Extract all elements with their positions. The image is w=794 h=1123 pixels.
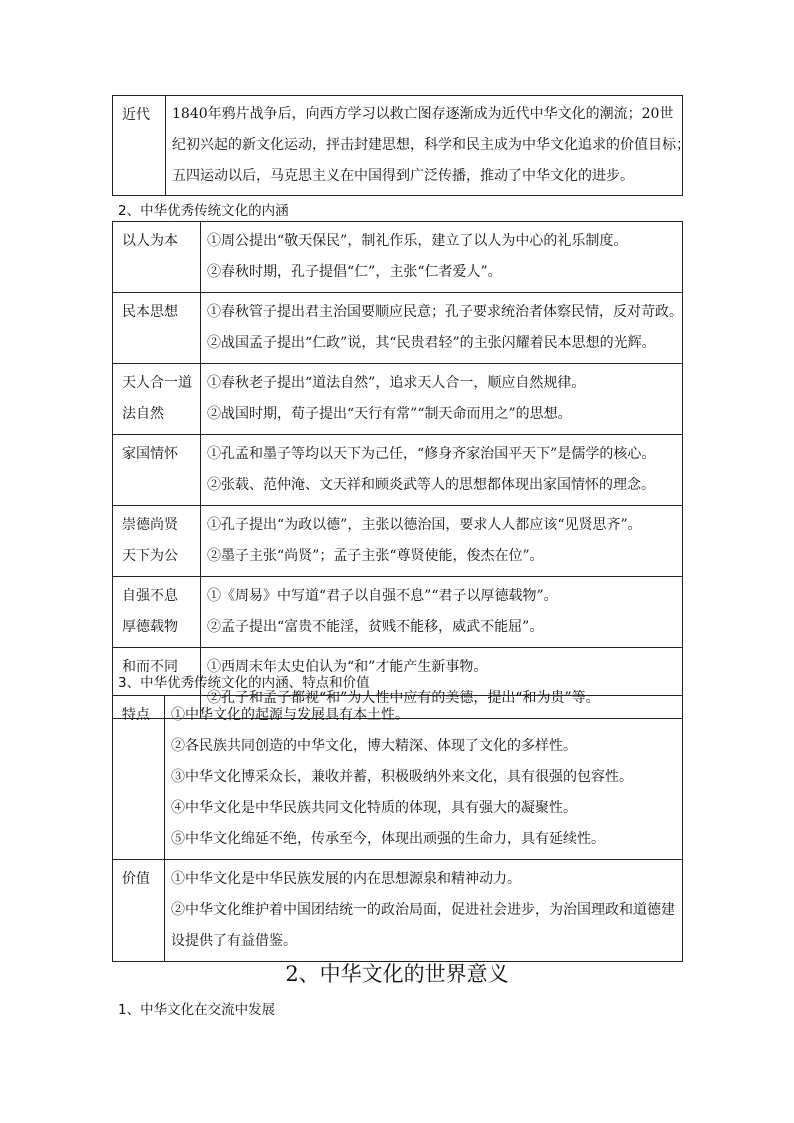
row-label: 民本思想 <box>113 293 201 364</box>
row-content: ①春秋老子提出“道法自然”，追求天人合一，顺应自然规律。 ②战国时期，荀子提出“天行有常”“制天命而用之”的思想。 <box>201 364 683 435</box>
row-label: 特点 <box>113 696 165 860</box>
table-row <box>113 293 683 364</box>
chapter-heading: 2、中华文化的世界意义 <box>285 962 509 986</box>
table-row <box>113 696 683 860</box>
section-heading: 3、中华优秀传统文化的内涵、特点和价值 <box>118 675 370 691</box>
row-content: ①中华文化的起源与发展具有本土性。 ②各民族共同创造的中华文化，博大精深、体现了文化的多样性。 ③中华文化博采众长，兼收并蓄，积极吸纳外来文化，具有很强的包容性。 ④中华文化是中华民族共同文化特质的体现，具有强大的凝聚性。 ⑤中华文化绵延不绝，传承至今，体现出顽强的生命力，具有延续性。 <box>165 696 683 860</box>
table-row <box>113 506 683 577</box>
row-content: ①孔子提出“为政以德”，主张以德治国，要求人人都应该“见贤思齐”。 ②墨子主张“尚贤”；孟子主张“尊贤使能，俊杰在位”。 <box>201 506 683 577</box>
table-row <box>113 96 683 196</box>
row-label: 自强不息 厚德载物 <box>113 577 201 648</box>
table-row <box>113 222 683 293</box>
row-label: 近代 <box>113 96 166 196</box>
table-row <box>113 364 683 435</box>
connotation-table <box>112 221 683 719</box>
row-content: ①周公提出“敬天保民”，制礼作乐，建立了以人为中心的礼乐制度。 ②春秋时期，孔子提倡“仁”，主张“仁者爱人”。 <box>201 222 683 293</box>
features-value-table <box>112 695 683 962</box>
table-row <box>113 577 683 648</box>
sub-heading: 1、中华文化在交流中发展 <box>118 1002 276 1018</box>
row-content: ①西周末年太史伯认为“和”才能产生新事物。 ②孔子和孟子都视“和”为人性中应有的美德，提出“和为贵”等。 <box>201 648 683 719</box>
row-label: 崇德尚贤 天下为公 <box>113 506 201 577</box>
row-label: 天人合一道 法自然 <box>113 364 201 435</box>
row-content: ①孔孟和墨子等均以天下为己任，“修身齐家治国平天下”是儒学的核心。 ②张载、范仲淹、文天祥和顾炎武等人的思想都体现出家国情怀的理念。 <box>201 435 683 506</box>
row-label: 以人为本 <box>113 222 201 293</box>
table-row <box>113 860 683 962</box>
modern-period-table <box>112 95 690 196</box>
table-row <box>113 435 683 506</box>
row-label: 价值 <box>113 860 165 962</box>
row-label: 和而不同 <box>113 648 201 719</box>
row-content: ①春秋管子提出君主治国要顺应民意；孔子要求统治者体察民情，反对苛政。 ②战国孟子提出“仁政”说，其“民贵君轻”的主张闪耀着民本思想的光辉。 <box>201 293 683 364</box>
section-heading: 2、中华优秀传统文化的内涵 <box>118 203 289 219</box>
row-label: 家国情怀 <box>113 435 201 506</box>
row-content: ①《周易》中写道“君子以自强不息”“君子以厚德载物”。 ②孟子提出“富贵不能淫，贫贱不能移，威武不能屈”。 <box>201 577 683 648</box>
row-content: 1840年鸦片战争后，向西方学习以救亡图存逐渐成为近代中华文化的潮流；20世 纪初兴起的新文化运动，抨击封建思想，科学和民主成为中华文化追求的价值目标； 五四运动以后，马克思主义在中国得到广泛传播，推动了中华文化的进步。 <box>166 96 683 196</box>
row-content: ①中华文化是中华民族发展的内在思想源泉和精神动力。 ②中华文化维护着中国团结统一的政治局面，促进社会进步，为治国理政和道德建 设提供了有益借鉴。 <box>165 860 683 962</box>
